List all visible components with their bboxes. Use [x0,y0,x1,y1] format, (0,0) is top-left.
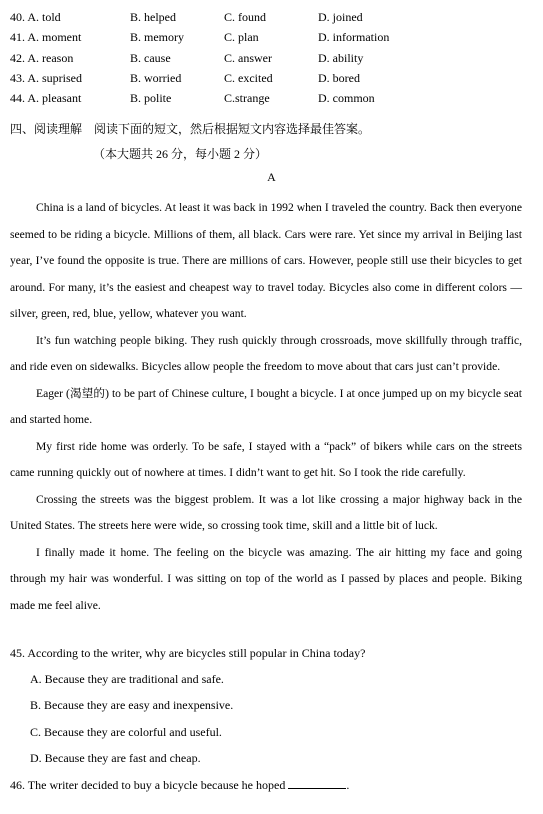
reading-passage [10,195,522,619]
option-a: 40. A. told [10,10,61,24]
option-b: B. helped [130,10,176,24]
passage-label: A [267,170,276,184]
option-d: D. bored [318,71,360,85]
option-b: B. cause [130,51,171,65]
question-46-end: . [346,778,350,792]
question-45: 45. According to the writer, why are bicycles still popular in China today? [10,646,366,660]
passage-paragraph: China is a land of bicycles. At least it was back in 1992 when I traveled the country. Back then everyone seemed to be riding a bicycle. Millions of them, all black. Cars were rare. Yet since my arrival in Beijing last year, I’ve found the opposite is true. There are millions of cars. However, people still use their bicycles to get around. For many, it’s the easiest and cheapest way to travel today. Bicycles also come in different colors — silver, green, red, blue, yellow, whatever you want. [10,201,522,320]
option-a: 44. A. pleasant [10,91,82,105]
question-45-option-b: B. Because they are easy and inexpensive. [30,698,234,712]
option-a: 42. A. reason [10,51,74,65]
answer-blank [288,778,346,789]
option-c: C. excited [224,71,273,85]
passage-paragraph: I finally made it home. The feeling on the bicycle was amazing. The air hitting my face and going through my hair was wonderful. I was sitting on top of the world as I passed by places and people. Biking made me feel alive. [10,545,522,612]
passage-paragraph: Eager (渴望的) to be part of Chinese culture, I bought a bicycle. I at once jumped up on my bicycle seat and started home. [10,386,522,426]
option-a: 41. A. moment [10,30,82,44]
option-b: B. polite [130,91,172,105]
option-c: C. answer [224,51,272,65]
question-45-option-d: D. Because they are fast and cheap. [30,751,201,765]
section-heading: 四、阅读理解 阅读下面的短文，然后根据短文内容选择最佳答案。 [10,122,371,136]
question-45-option-c: C. Because they are colorful and useful. [30,725,222,739]
option-c: C. plan [224,30,259,44]
option-d: D. ability [318,51,364,65]
option-b: B. memory [130,30,184,44]
passage-paragraph: It’s fun watching people biking. They rush quickly through crossroads, move skillfully through traffic, and ride even on sidewalks. Bicycles allow people the freedom to move about that cars just can’t provide. [10,333,522,373]
passage-paragraph: My first ride home was orderly. To be safe, I stayed with a “pack” of bikers while cars on the streets came running quickly out of nowhere at times. I didn’t want to get hit. So I took the ride carefully. [10,439,522,479]
option-d: D. joined [318,10,363,24]
option-c: C.strange [224,91,270,105]
option-b: B. worried [130,71,182,85]
question-46-stem: 46. The writer decided to buy a bicycle because he hoped [10,778,286,792]
passage-paragraph: Crossing the streets was the biggest problem. It was a lot like crossing a major highway back in the United States. The streets here were wide, so crossing took time, skill and a little bit of luck. [10,492,522,532]
question-46 [10,778,349,793]
option-c: C. found [224,10,266,24]
section-score-note: （本大题共 26 分，每小题 2 分） [93,147,268,161]
option-d: D. common [318,91,375,105]
option-d: D. information [318,30,390,44]
question-45-option-a: A. Because they are traditional and safe. [30,672,224,686]
option-a: 43. A. suprised [10,71,82,85]
